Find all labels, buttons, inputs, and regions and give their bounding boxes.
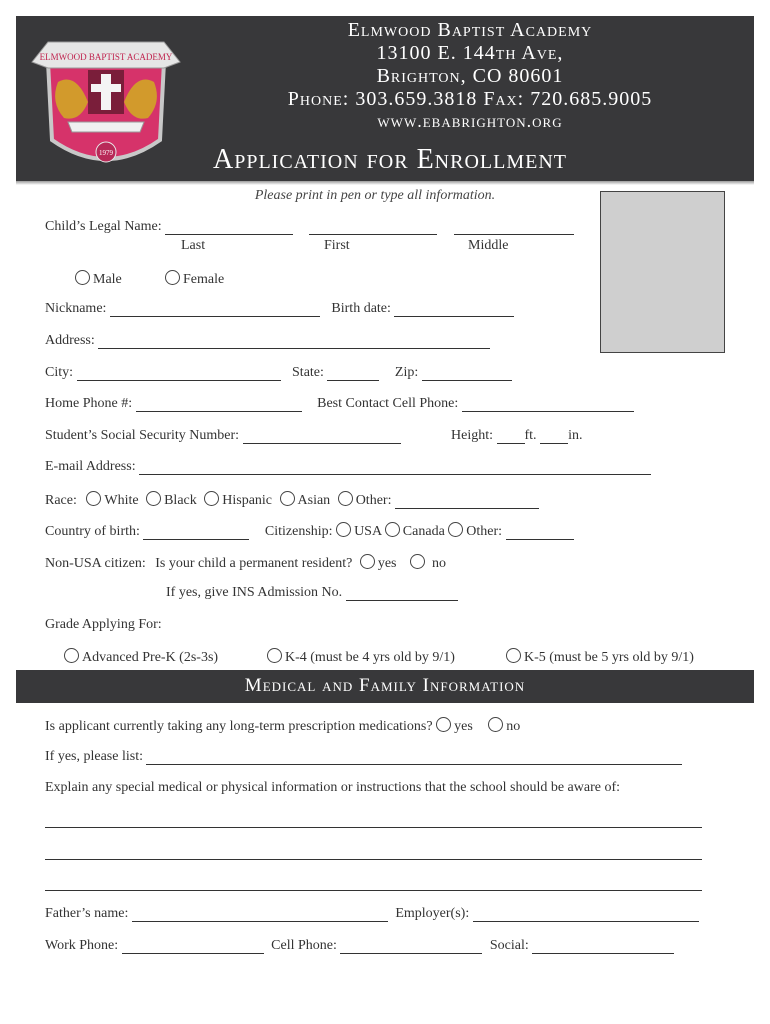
height-ft-field[interactable]: [497, 429, 525, 444]
child-name-label: Child’s Legal Name:: [45, 219, 162, 234]
ins-label: If yes, give INS Admission No.: [166, 585, 343, 600]
race-other-radio[interactable]: [338, 491, 353, 506]
race-asian-radio[interactable]: [280, 491, 295, 506]
city-label: City:: [45, 365, 74, 380]
grade-option: Advanced Pre-K (2s-3s): [82, 650, 219, 665]
home-phone-field[interactable]: [136, 397, 302, 412]
work-phone-field[interactable]: [122, 939, 264, 954]
school-website[interactable]: www.ebabrighton.org: [377, 111, 563, 131]
permanent-no-radio[interactable]: [410, 554, 425, 569]
citizenship-option: USA: [354, 524, 382, 539]
race-label: Race:: [45, 493, 77, 508]
crest-year: 1979: [99, 149, 113, 157]
nickname-label: Nickname:: [45, 301, 107, 316]
race-option: Other:: [355, 493, 392, 508]
permanent-resident-question: Is your child a permanent resident?: [155, 556, 353, 571]
no-label: no: [506, 719, 521, 734]
father-name-label: Father’s name:: [45, 906, 129, 921]
citizenship-option: Other:: [466, 524, 503, 539]
medical-section-title: Medical and Family Information: [244, 675, 526, 696]
explain-label: Explain any special medical or physical information or instructions that the school should be aware of:: [45, 780, 621, 795]
height-label: Height:: [451, 428, 493, 443]
grade-option: K-5 (must be 5 yrs old by 9/1): [524, 650, 694, 665]
father-cell-label: Cell Phone:: [271, 938, 337, 953]
race-option: White: [104, 493, 139, 508]
male-radio[interactable]: [75, 270, 90, 285]
zip-field[interactable]: [422, 366, 512, 381]
no-label: no: [431, 556, 446, 571]
medication-list-label: If yes, please list:: [45, 749, 143, 764]
female-label: Female: [183, 272, 225, 287]
grade-k5-radio[interactable]: [506, 648, 521, 663]
address-label: Address:: [45, 333, 95, 348]
school-name: Elmwood Baptist Academy: [347, 19, 593, 41]
instruction-note: Please print in pen or type all information.: [254, 188, 496, 203]
race-other-field[interactable]: [395, 494, 539, 509]
birthdate-label: Birth date:: [331, 301, 391, 316]
citizenship-other-radio[interactable]: [448, 522, 463, 537]
middle-label: Middle: [468, 238, 509, 253]
race-option: Asian: [297, 493, 331, 508]
employer-field[interactable]: [473, 907, 699, 922]
ins-number-field[interactable]: [346, 586, 458, 601]
social-field[interactable]: [532, 939, 674, 954]
explain-line-1[interactable]: [45, 827, 702, 828]
cell-phone-field[interactable]: [462, 397, 634, 412]
race-option: Hispanic: [222, 493, 273, 508]
citizenship-other-field[interactable]: [506, 525, 574, 540]
in-label: in.: [568, 428, 583, 443]
explain-line-2[interactable]: [45, 859, 702, 860]
middle-name-field[interactable]: [454, 220, 574, 235]
school-crest-logo: [28, 22, 184, 180]
explain-line-3[interactable]: [45, 890, 702, 891]
header-shadow: [16, 181, 754, 185]
yes-label: yes: [377, 556, 397, 571]
home-phone-label: Home Phone #:: [45, 396, 133, 411]
school-city: Brighton, CO 80601: [376, 65, 564, 87]
zip-label: Zip:: [394, 365, 419, 380]
first-name-field[interactable]: [309, 220, 437, 235]
race-hispanic-radio[interactable]: [204, 491, 219, 506]
email-label: E-mail Address:: [45, 459, 136, 474]
birthdate-field[interactable]: [394, 302, 514, 317]
ft-label: ft.: [524, 428, 537, 443]
father-name-field[interactable]: [132, 907, 388, 922]
father-cell-field[interactable]: [340, 939, 482, 954]
permanent-yes-radio[interactable]: [360, 554, 375, 569]
first-label: First: [324, 238, 350, 253]
grade-label: Grade Applying For:: [45, 617, 162, 632]
state-field[interactable]: [327, 366, 379, 381]
race-black-radio[interactable]: [146, 491, 161, 506]
country-field[interactable]: [143, 525, 249, 540]
email-field[interactable]: [139, 460, 651, 475]
medication-question: Is applicant currently taking any long-term prescription medications?: [45, 719, 433, 734]
male-label: Male: [93, 272, 122, 287]
photo-box[interactable]: [600, 191, 725, 353]
yes-label: yes: [454, 719, 473, 734]
cell-phone-label: Best Contact Cell Phone:: [317, 396, 459, 411]
social-label: Social:: [489, 938, 529, 953]
city-field[interactable]: [77, 366, 281, 381]
medication-list-field[interactable]: [146, 750, 682, 765]
page-title: Application for Enrollment: [212, 144, 567, 175]
medical-section-bar: [16, 670, 754, 703]
race-option: Black: [164, 493, 197, 508]
citizenship-canada-radio[interactable]: [385, 522, 400, 537]
height-in-field[interactable]: [540, 429, 568, 444]
medication-yes-radio[interactable]: [436, 717, 451, 732]
school-address: 13100 E. 144th Ave,: [376, 42, 564, 64]
work-phone-label: Work Phone:: [45, 938, 119, 953]
country-label: Country of birth:: [45, 524, 140, 539]
female-radio[interactable]: [165, 270, 180, 285]
grade-prek-radio[interactable]: [64, 648, 79, 663]
citizenship-usa-radio[interactable]: [336, 522, 351, 537]
state-label: State:: [292, 365, 324, 380]
citizenship-option: Canada: [402, 524, 445, 539]
address-field[interactable]: [98, 334, 490, 349]
last-label: Last: [181, 238, 206, 253]
school-phone-fax: Phone: 303.659.3818 Fax: 720.685.9005: [287, 88, 653, 110]
non-usa-label: Non-USA citizen:: [45, 556, 146, 571]
grade-option: K-4 (must be 4 yrs old by 9/1): [285, 650, 455, 665]
citizenship-label: Citizenship:: [264, 524, 333, 539]
last-name-field[interactable]: [165, 220, 293, 235]
ssn-label: Student’s Social Security Number:: [45, 428, 240, 443]
ssn-field[interactable]: [243, 429, 401, 444]
nickname-field[interactable]: [110, 302, 320, 317]
employer-label: Employer(s):: [395, 906, 470, 921]
race-white-radio[interactable]: [86, 491, 101, 506]
crest-text: ELMWOOD BAPTIST ACADEMY: [39, 52, 173, 62]
medication-no-radio[interactable]: [488, 717, 503, 732]
grade-k4-radio[interactable]: [267, 648, 282, 663]
